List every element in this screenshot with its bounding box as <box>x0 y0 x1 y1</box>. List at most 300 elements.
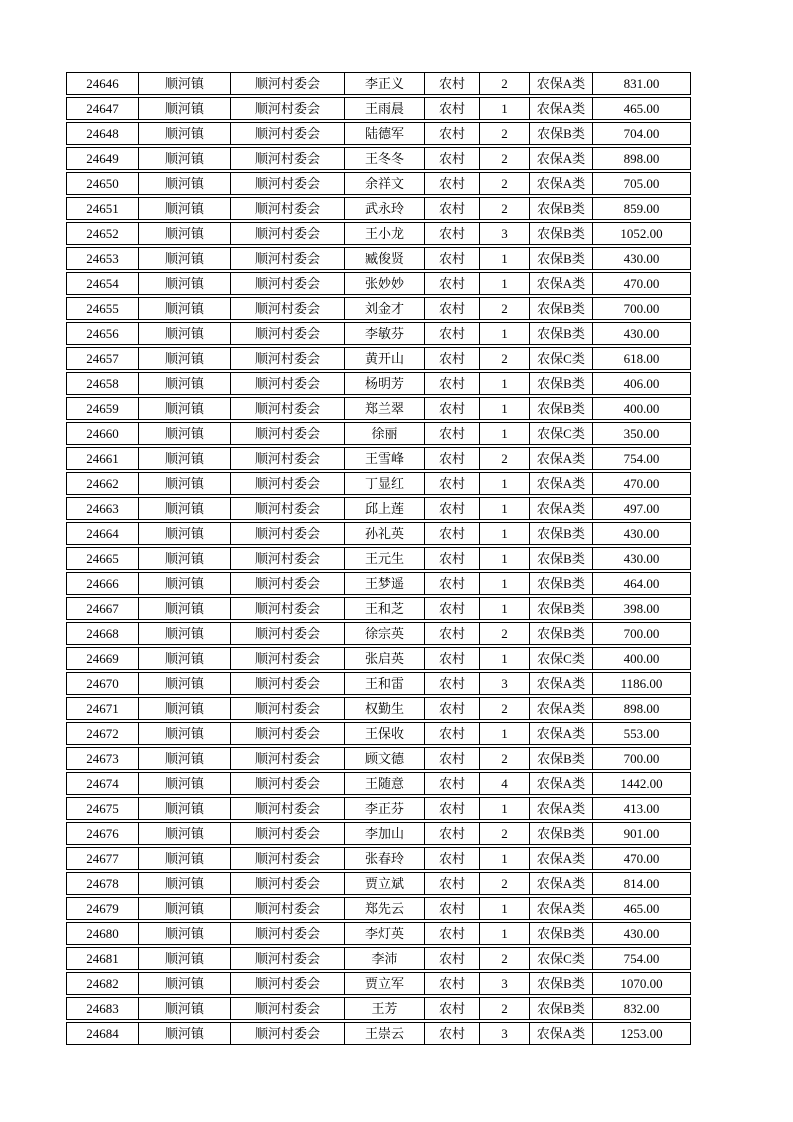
cell-village-committee: 顺河村委会 <box>231 723 345 744</box>
cell-village-committee: 顺河村委会 <box>231 273 345 294</box>
cell-insurance-class: 农保A类 <box>530 848 593 869</box>
table-row <box>66 472 691 495</box>
table-row <box>66 897 691 920</box>
cell-insurance-class: 农保A类 <box>530 723 593 744</box>
cell-town: 顺河镇 <box>139 848 231 869</box>
cell-village-committee: 顺河村委会 <box>231 398 345 419</box>
cell-village-committee: 顺河村委会 <box>231 348 345 369</box>
cell-person-name: 李敏芬 <box>345 323 425 344</box>
cell-person-count: 3 <box>480 973 530 994</box>
cell-insurance-class: 农保A类 <box>530 773 593 794</box>
cell-insurance-class: 农保B类 <box>530 598 593 619</box>
cell-person-name: 刘金才 <box>345 298 425 319</box>
cell-area-type: 农村 <box>425 248 480 269</box>
cell-record-id: 24662 <box>67 473 139 494</box>
cell-person-count: 1 <box>480 248 530 269</box>
table-row <box>66 372 691 395</box>
cell-insurance-class: 农保B类 <box>530 523 593 544</box>
table-row <box>66 97 691 120</box>
cell-amount: 1442.00 <box>620 776 663 791</box>
cell-area-type: 农村 <box>425 923 480 944</box>
table-row <box>66 222 691 245</box>
cell-person-count: 2 <box>480 698 530 719</box>
cell-area-type: 农村 <box>425 698 480 719</box>
cell-person-name: 李灯英 <box>345 923 425 944</box>
cell-town: 顺河镇 <box>139 798 231 819</box>
cell-person-count: 3 <box>480 673 530 694</box>
cell-person-name: 顾文德 <box>345 748 425 769</box>
cell-town: 顺河镇 <box>139 173 231 194</box>
cell-area-type: 农村 <box>425 973 480 994</box>
cell-insurance-class: 农保B类 <box>530 748 593 769</box>
cell-town: 顺河镇 <box>139 823 231 844</box>
cell-record-id: 24653 <box>67 248 139 269</box>
cell-person-name: 李沛 <box>345 948 425 969</box>
cell-town: 顺河镇 <box>139 573 231 594</box>
cell-area-type: 农村 <box>425 498 480 519</box>
cell-amount: 470.00 <box>623 476 660 491</box>
cell-insurance-class: 农保B类 <box>530 123 593 144</box>
cell-amount: 470.00 <box>623 851 660 866</box>
cell-amount: 700.00 <box>623 626 660 641</box>
cell-record-id: 24671 <box>67 698 139 719</box>
cell-area-type: 农村 <box>425 423 480 444</box>
cell-amount: 400.00 <box>623 651 660 666</box>
cell-village-committee: 顺河村委会 <box>231 523 345 544</box>
cell-town: 顺河镇 <box>139 873 231 894</box>
cell-village-committee: 顺河村委会 <box>231 1023 345 1044</box>
cell-record-id: 24669 <box>67 648 139 669</box>
table-row <box>66 747 691 770</box>
cell-record-id: 24677 <box>67 848 139 869</box>
cell-person-count: 1 <box>480 98 530 119</box>
cell-person-count: 1 <box>480 848 530 869</box>
table-row <box>66 322 691 345</box>
cell-town: 顺河镇 <box>139 248 231 269</box>
cell-person-count: 2 <box>480 173 530 194</box>
cell-village-committee: 顺河村委会 <box>231 423 345 444</box>
cell-village-committee: 顺河村委会 <box>231 698 345 719</box>
cell-person-count: 1 <box>480 923 530 944</box>
cell-person-count: 2 <box>480 348 530 369</box>
cell-area-type: 农村 <box>425 448 480 469</box>
table-row <box>66 622 691 645</box>
cell-town: 顺河镇 <box>139 98 231 119</box>
cell-person-count: 2 <box>480 748 530 769</box>
cell-insurance-class: 农保A类 <box>530 798 593 819</box>
cell-insurance-class: 农保C类 <box>530 948 593 969</box>
cell-amount: 754.00 <box>623 951 660 966</box>
cell-insurance-class: 农保B类 <box>530 248 593 269</box>
cell-area-type: 农村 <box>425 273 480 294</box>
cell-town: 顺河镇 <box>139 148 231 169</box>
cell-amount: 430.00 <box>623 926 660 941</box>
table-row <box>66 847 691 870</box>
cell-record-id: 24663 <box>67 498 139 519</box>
cell-area-type: 农村 <box>425 348 480 369</box>
cell-village-committee: 顺河村委会 <box>231 848 345 869</box>
table-row <box>66 197 691 220</box>
cell-amount: 497.00 <box>623 501 660 516</box>
table-row <box>66 272 691 295</box>
cell-insurance-class: 农保A类 <box>530 498 593 519</box>
cell-village-committee: 顺河村委会 <box>231 548 345 569</box>
table-row <box>66 72 691 95</box>
cell-person-name: 孙礼英 <box>345 523 425 544</box>
cell-person-count: 2 <box>480 823 530 844</box>
cell-insurance-class: 农保B类 <box>530 998 593 1019</box>
cell-town: 顺河镇 <box>139 948 231 969</box>
cell-village-committee: 顺河村委会 <box>231 248 345 269</box>
cell-record-id: 24681 <box>67 948 139 969</box>
cell-town: 顺河镇 <box>139 223 231 244</box>
cell-insurance-class: 农保B类 <box>530 973 593 994</box>
cell-record-id: 24651 <box>67 198 139 219</box>
cell-record-id: 24679 <box>67 898 139 919</box>
cell-person-count: 2 <box>480 873 530 894</box>
cell-insurance-class: 农保B类 <box>530 323 593 344</box>
cell-town: 顺河镇 <box>139 898 231 919</box>
cell-area-type: 农村 <box>425 798 480 819</box>
cell-person-name: 王梦遥 <box>345 573 425 594</box>
cell-area-type: 农村 <box>425 898 480 919</box>
cell-person-name: 丁显红 <box>345 473 425 494</box>
cell-record-id: 24649 <box>67 148 139 169</box>
cell-town: 顺河镇 <box>139 448 231 469</box>
cell-area-type: 农村 <box>425 848 480 869</box>
cell-town: 顺河镇 <box>139 698 231 719</box>
cell-insurance-class: 农保A类 <box>530 73 593 94</box>
cell-record-id: 24655 <box>67 298 139 319</box>
cell-area-type: 农村 <box>425 373 480 394</box>
cell-area-type: 农村 <box>425 873 480 894</box>
cell-person-name: 张春玲 <box>345 848 425 869</box>
cell-amount: 430.00 <box>623 551 660 566</box>
cell-village-committee: 顺河村委会 <box>231 648 345 669</box>
cell-insurance-class: 农保B类 <box>530 573 593 594</box>
cell-amount: 700.00 <box>623 301 660 316</box>
cell-area-type: 农村 <box>425 473 480 494</box>
cell-town: 顺河镇 <box>139 598 231 619</box>
cell-area-type: 农村 <box>425 1023 480 1044</box>
cell-person-name: 李正芬 <box>345 798 425 819</box>
cell-village-committee: 顺河村委会 <box>231 898 345 919</box>
cell-person-count: 1 <box>480 423 530 444</box>
cell-village-committee: 顺河村委会 <box>231 498 345 519</box>
cell-person-count: 1 <box>480 898 530 919</box>
cell-record-id: 24667 <box>67 598 139 619</box>
cell-person-name: 臧俊贤 <box>345 248 425 269</box>
table-row <box>66 672 691 695</box>
table-row <box>66 647 691 670</box>
cell-person-count: 3 <box>480 1023 530 1044</box>
cell-town: 顺河镇 <box>139 548 231 569</box>
table-row <box>66 172 691 195</box>
table-row <box>66 922 691 945</box>
cell-village-committee: 顺河村委会 <box>231 948 345 969</box>
table-row <box>66 497 691 520</box>
cell-person-count: 2 <box>480 448 530 469</box>
cell-area-type: 农村 <box>425 598 480 619</box>
cell-amount: 465.00 <box>623 101 660 116</box>
cell-town: 顺河镇 <box>139 73 231 94</box>
cell-village-committee: 顺河村委会 <box>231 673 345 694</box>
cell-area-type: 农村 <box>425 998 480 1019</box>
cell-record-id: 24661 <box>67 448 139 469</box>
cell-village-committee: 顺河村委会 <box>231 473 345 494</box>
cell-insurance-class: 农保A类 <box>530 448 593 469</box>
cell-insurance-class: 农保A类 <box>530 173 593 194</box>
cell-person-name: 贾立军 <box>345 973 425 994</box>
cell-village-committee: 顺河村委会 <box>231 373 345 394</box>
cell-village-committee: 顺河村委会 <box>231 798 345 819</box>
cell-record-id: 24675 <box>67 798 139 819</box>
cell-person-name: 邱上莲 <box>345 498 425 519</box>
cell-town: 顺河镇 <box>139 323 231 344</box>
cell-amount: 704.00 <box>623 126 660 141</box>
cell-town: 顺河镇 <box>139 623 231 644</box>
cell-village-committee: 顺河村委会 <box>231 298 345 319</box>
cell-area-type: 农村 <box>425 198 480 219</box>
cell-town: 顺河镇 <box>139 923 231 944</box>
cell-person-name: 贾立斌 <box>345 873 425 894</box>
table-row <box>66 1022 691 1045</box>
table-row <box>66 997 691 1020</box>
roster-table <box>66 72 691 1047</box>
cell-person-count: 1 <box>480 498 530 519</box>
cell-person-count: 1 <box>480 573 530 594</box>
cell-person-name: 王和雷 <box>345 673 425 694</box>
cell-insurance-class: 农保B类 <box>530 223 593 244</box>
cell-amount: 831.00 <box>623 76 660 91</box>
cell-village-committee: 顺河村委会 <box>231 748 345 769</box>
cell-town: 顺河镇 <box>139 398 231 419</box>
cell-town: 顺河镇 <box>139 673 231 694</box>
cell-village-committee: 顺河村委会 <box>231 973 345 994</box>
cell-town: 顺河镇 <box>139 298 231 319</box>
cell-amount: 430.00 <box>623 326 660 341</box>
table-row <box>66 297 691 320</box>
cell-person-count: 4 <box>480 773 530 794</box>
cell-insurance-class: 农保B类 <box>530 548 593 569</box>
cell-person-name: 黄开山 <box>345 348 425 369</box>
cell-insurance-class: 农保C类 <box>530 348 593 369</box>
cell-village-committee: 顺河村委会 <box>231 623 345 644</box>
cell-town: 顺河镇 <box>139 473 231 494</box>
cell-insurance-class: 农保C类 <box>530 423 593 444</box>
cell-insurance-class: 农保A类 <box>530 273 593 294</box>
cell-town: 顺河镇 <box>139 998 231 1019</box>
cell-amount: 700.00 <box>623 751 660 766</box>
cell-amount: 398.00 <box>623 601 660 616</box>
table-row <box>66 447 691 470</box>
cell-area-type: 农村 <box>425 748 480 769</box>
cell-person-name: 郑先云 <box>345 898 425 919</box>
cell-amount: 901.00 <box>623 826 660 841</box>
cell-person-name: 王随意 <box>345 773 425 794</box>
cell-town: 顺河镇 <box>139 748 231 769</box>
cell-amount: 465.00 <box>623 901 660 916</box>
cell-amount: 898.00 <box>623 151 660 166</box>
cell-amount: 705.00 <box>623 176 660 191</box>
cell-record-id: 24670 <box>67 673 139 694</box>
cell-insurance-class: 农保B类 <box>530 623 593 644</box>
cell-insurance-class: 农保A类 <box>530 898 593 919</box>
cell-person-count: 1 <box>480 323 530 344</box>
cell-town: 顺河镇 <box>139 123 231 144</box>
cell-area-type: 农村 <box>425 648 480 669</box>
table-row <box>66 597 691 620</box>
cell-record-id: 24676 <box>67 823 139 844</box>
cell-record-id: 24678 <box>67 873 139 894</box>
cell-person-count: 2 <box>480 123 530 144</box>
cell-record-id: 24650 <box>67 173 139 194</box>
cell-record-id: 24683 <box>67 998 139 1019</box>
cell-record-id: 24682 <box>67 973 139 994</box>
cell-person-count: 2 <box>480 198 530 219</box>
cell-area-type: 农村 <box>425 948 480 969</box>
cell-area-type: 农村 <box>425 73 480 94</box>
cell-insurance-class: 农保A类 <box>530 673 593 694</box>
cell-amount: 898.00 <box>623 701 660 716</box>
cell-person-name: 王保收 <box>345 723 425 744</box>
cell-person-count: 2 <box>480 298 530 319</box>
cell-amount: 754.00 <box>623 451 660 466</box>
cell-insurance-class: 农保C类 <box>530 648 593 669</box>
cell-person-name: 王雨晨 <box>345 98 425 119</box>
cell-area-type: 农村 <box>425 148 480 169</box>
cell-village-committee: 顺河村委会 <box>231 73 345 94</box>
cell-area-type: 农村 <box>425 723 480 744</box>
cell-area-type: 农村 <box>425 673 480 694</box>
table-row <box>66 147 691 170</box>
table-row <box>66 347 691 370</box>
cell-village-committee: 顺河村委会 <box>231 573 345 594</box>
cell-town: 顺河镇 <box>139 773 231 794</box>
cell-record-id: 24656 <box>67 323 139 344</box>
cell-town: 顺河镇 <box>139 373 231 394</box>
cell-person-count: 1 <box>480 598 530 619</box>
cell-area-type: 农村 <box>425 123 480 144</box>
cell-person-count: 2 <box>480 948 530 969</box>
cell-amount: 1253.00 <box>620 1026 663 1041</box>
cell-record-id: 24665 <box>67 548 139 569</box>
table-row <box>66 822 691 845</box>
cell-area-type: 农村 <box>425 323 480 344</box>
cell-person-name: 徐宗英 <box>345 623 425 644</box>
cell-person-count: 1 <box>480 723 530 744</box>
cell-village-committee: 顺河村委会 <box>231 923 345 944</box>
cell-person-count: 2 <box>480 73 530 94</box>
cell-person-count: 2 <box>480 148 530 169</box>
cell-amount: 1186.00 <box>620 676 663 691</box>
cell-amount: 814.00 <box>623 876 660 891</box>
table-row <box>66 972 691 995</box>
cell-area-type: 农村 <box>425 573 480 594</box>
cell-person-name: 杨明芳 <box>345 373 425 394</box>
cell-person-count: 2 <box>480 998 530 1019</box>
cell-person-name: 王雪峰 <box>345 448 425 469</box>
cell-person-count: 1 <box>480 523 530 544</box>
cell-person-name: 王元生 <box>345 548 425 569</box>
cell-amount: 832.00 <box>623 1001 660 1016</box>
cell-person-count: 1 <box>480 373 530 394</box>
cell-record-id: 24648 <box>67 123 139 144</box>
cell-amount: 1070.00 <box>620 976 663 991</box>
cell-insurance-class: 农保A类 <box>530 148 593 169</box>
cell-town: 顺河镇 <box>139 723 231 744</box>
cell-record-id: 24646 <box>67 73 139 94</box>
table-row <box>66 697 691 720</box>
cell-village-committee: 顺河村委会 <box>231 773 345 794</box>
cell-record-id: 24660 <box>67 423 139 444</box>
cell-amount: 400.00 <box>623 401 660 416</box>
cell-record-id: 24658 <box>67 373 139 394</box>
cell-record-id: 24672 <box>67 723 139 744</box>
table-row <box>66 872 691 895</box>
table-row <box>66 247 691 270</box>
cell-insurance-class: 农保A类 <box>530 1023 593 1044</box>
cell-person-name: 王冬冬 <box>345 148 425 169</box>
table-row <box>66 797 691 820</box>
cell-amount: 464.00 <box>623 576 660 591</box>
cell-record-id: 24674 <box>67 773 139 794</box>
cell-person-name: 王崇云 <box>345 1023 425 1044</box>
cell-town: 顺河镇 <box>139 498 231 519</box>
cell-village-committee: 顺河村委会 <box>231 223 345 244</box>
cell-insurance-class: 农保A类 <box>530 873 593 894</box>
cell-person-count: 1 <box>480 398 530 419</box>
cell-village-committee: 顺河村委会 <box>231 98 345 119</box>
cell-village-committee: 顺河村委会 <box>231 873 345 894</box>
cell-amount: 553.00 <box>623 726 660 741</box>
cell-insurance-class: 农保B类 <box>530 398 593 419</box>
table-row <box>66 772 691 795</box>
cell-record-id: 24652 <box>67 223 139 244</box>
cell-amount: 350.00 <box>623 426 660 441</box>
cell-village-committee: 顺河村委会 <box>231 198 345 219</box>
cell-record-id: 24666 <box>67 573 139 594</box>
table-row <box>66 947 691 970</box>
cell-insurance-class: 农保A类 <box>530 98 593 119</box>
cell-area-type: 农村 <box>425 98 480 119</box>
cell-area-type: 农村 <box>425 548 480 569</box>
table-row <box>66 422 691 445</box>
cell-town: 顺河镇 <box>139 523 231 544</box>
cell-person-count: 1 <box>480 273 530 294</box>
cell-insurance-class: 农保B类 <box>530 373 593 394</box>
cell-town: 顺河镇 <box>139 973 231 994</box>
cell-town: 顺河镇 <box>139 348 231 369</box>
cell-record-id: 24684 <box>67 1023 139 1044</box>
cell-person-name: 张妙妙 <box>345 273 425 294</box>
table-row <box>66 122 691 145</box>
table-row <box>66 722 691 745</box>
cell-person-name: 武永玲 <box>345 198 425 219</box>
cell-town: 顺河镇 <box>139 423 231 444</box>
cell-person-name: 王芳 <box>345 998 425 1019</box>
cell-person-name: 王和芝 <box>345 598 425 619</box>
cell-person-name: 张启英 <box>345 648 425 669</box>
cell-person-name: 郑兰翠 <box>345 398 425 419</box>
cell-amount: 618.00 <box>623 351 660 366</box>
table-row <box>66 397 691 420</box>
cell-insurance-class: 农保A类 <box>530 473 593 494</box>
cell-person-count: 3 <box>480 223 530 244</box>
table-row <box>66 522 691 545</box>
cell-person-count: 1 <box>480 798 530 819</box>
cell-person-name: 徐丽 <box>345 423 425 444</box>
